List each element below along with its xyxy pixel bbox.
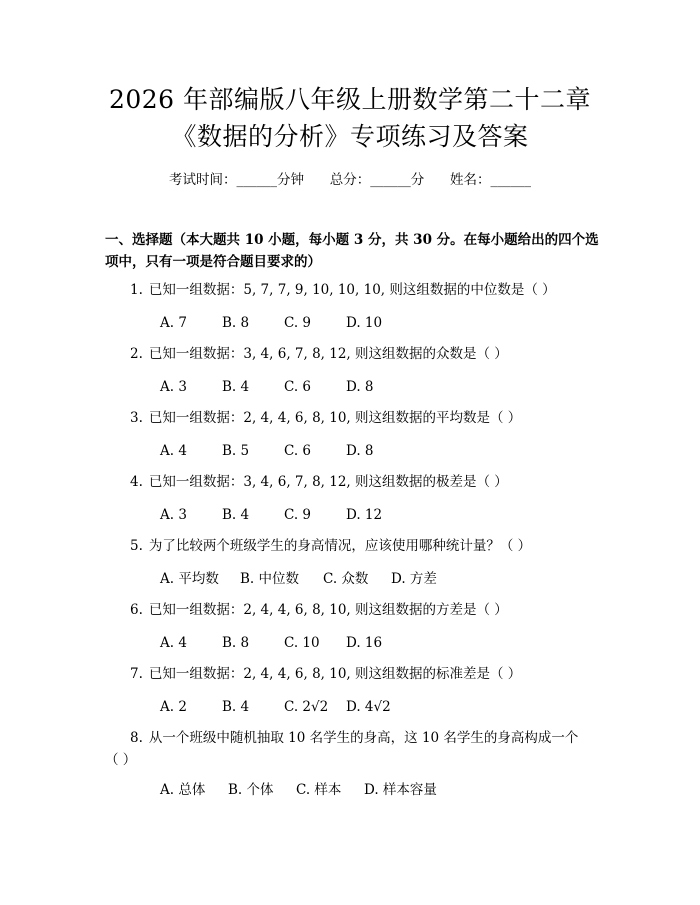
question-number: 7.	[130, 666, 143, 682]
option-c: C. 2√2	[284, 699, 329, 715]
option-b: B. 5	[222, 443, 250, 459]
question-text: 已知一组数据：2, 4, 4, 6, 8, 10, 则这组数据的标准差是（ ）	[148, 666, 522, 682]
question-3-options	[160, 441, 374, 461]
question-6	[130, 599, 585, 621]
question-5-options	[160, 569, 437, 589]
question-4	[130, 471, 585, 493]
option-c: C. 众数	[323, 571, 369, 587]
question-2-options	[160, 377, 374, 397]
section-heading: 一、选择题（本大题共 10 小题，每小题 3 分，共 30 分。在每小题给出的四个选项中，只有一项是符合题目要求的）	[105, 232, 599, 270]
option-d: D. 4√2	[346, 699, 391, 715]
option-b: B. 4	[222, 699, 250, 715]
option-a: A. 平均数	[160, 571, 219, 587]
question-text: 为了比较两个班级学生的身高情况，应该使用哪种统计量？（ ）	[148, 538, 532, 554]
option-b: B. 个体	[228, 782, 274, 798]
question-number: 1.	[130, 282, 143, 298]
question-number: 3.	[130, 410, 143, 426]
question-7	[130, 663, 585, 685]
option-d: D. 12	[346, 507, 383, 523]
question-3	[130, 407, 585, 429]
option-a: A. 2	[160, 699, 187, 715]
option-a: A. 4	[160, 635, 187, 651]
question-2	[130, 343, 585, 365]
question-text: 已知一组数据：3, 4, 6, 7, 8, 12, 则这组数据的极差是（ ）	[148, 474, 508, 490]
question-number: 5.	[130, 538, 143, 554]
question-number: 4.	[130, 474, 143, 490]
option-d: D. 8	[346, 379, 374, 395]
question-number: 8.	[130, 730, 143, 746]
option-a: A. 7	[160, 315, 187, 331]
option-d: D. 16	[346, 635, 383, 651]
question-7-options	[160, 697, 391, 717]
option-a: A. 3	[160, 507, 187, 523]
question-number: 6.	[130, 602, 143, 618]
question-8	[105, 727, 585, 771]
option-c: C. 9	[284, 315, 312, 331]
option-b: B. 8	[222, 315, 250, 331]
option-a: A. 4	[160, 443, 187, 459]
question-1-options	[160, 313, 382, 333]
option-b: B. 4	[222, 507, 250, 523]
question-text: 从一个班级中随机抽取 10 名学生的身高，这 10 名学生的身高构成一个（ ）	[105, 730, 579, 768]
option-a: A. 3	[160, 379, 187, 395]
option-d: D. 样本容量	[364, 782, 437, 798]
option-b: B. 中位数	[240, 571, 300, 587]
question-6-options	[160, 633, 382, 653]
option-c: C. 9	[284, 507, 312, 523]
document-title-line2: 《数据的分析》专项练习及答案	[171, 122, 529, 151]
option-a: A. 总体	[160, 782, 206, 798]
option-b: B. 8	[222, 635, 250, 651]
question-4-options	[160, 505, 382, 525]
question-text: 已知一组数据：5, 7, 7, 9, 10, 10, 10, 则这组数据的中位数是（ ）	[148, 282, 556, 298]
option-b: B. 4	[222, 379, 250, 395]
option-d: D. 8	[346, 443, 374, 459]
question-1	[130, 279, 585, 301]
question-8-options	[160, 780, 437, 800]
question-5	[130, 535, 585, 557]
question-text: 已知一组数据：2, 4, 4, 6, 8, 10, 则这组数据的方差是（ ）	[148, 602, 508, 618]
question-number: 2.	[130, 346, 143, 362]
option-d: D. 10	[346, 315, 383, 331]
question-text: 已知一组数据：2, 4, 4, 6, 8, 10, 则这组数据的平均数是（ ）	[148, 410, 522, 426]
option-c: C. 6	[284, 443, 312, 459]
option-c: C. 10	[284, 635, 320, 651]
option-c: C. 样本	[296, 782, 342, 798]
document-title-line1: 2026 年部编版八年级上册数学第二十二章	[108, 85, 592, 114]
option-d: D. 方差	[391, 571, 437, 587]
option-c: C. 6	[284, 379, 312, 395]
question-text: 已知一组数据：3, 4, 6, 7, 8, 12, 则这组数据的众数是（ ）	[148, 346, 508, 362]
exam-meta-info: 考试时间：______分钟 总分：______分 姓名：______	[169, 172, 531, 188]
